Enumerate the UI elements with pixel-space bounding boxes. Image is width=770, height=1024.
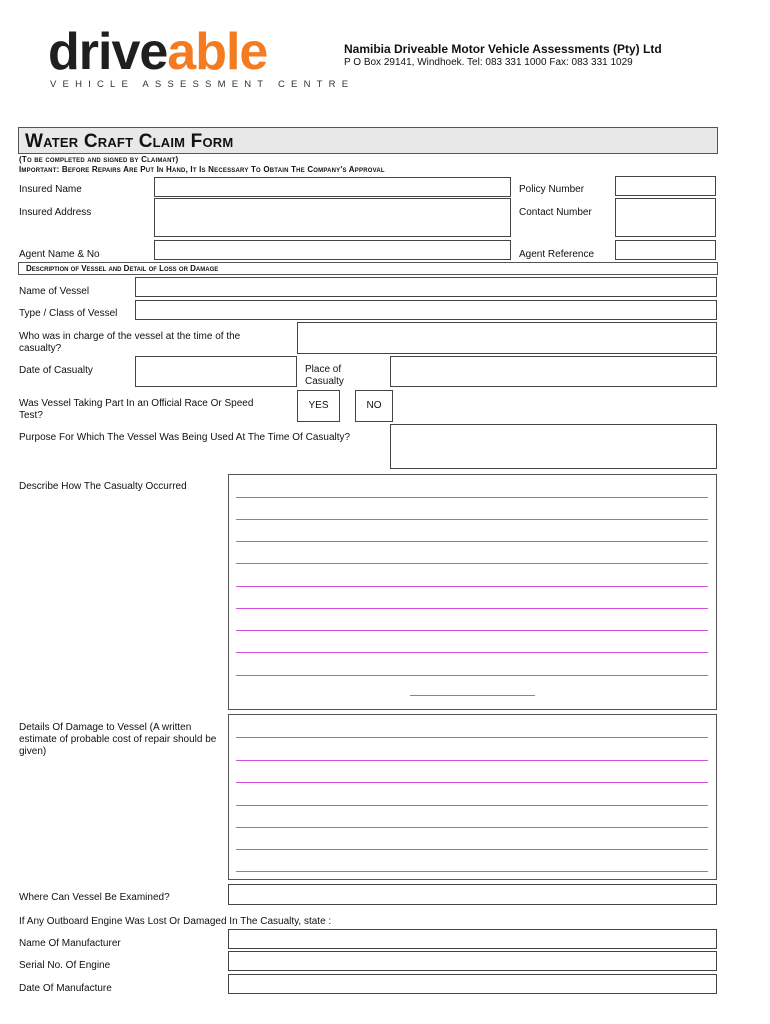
no-option[interactable]: NO [355, 390, 393, 422]
place-casualty-field[interactable] [390, 356, 717, 387]
where-examined-field[interactable] [228, 884, 717, 905]
outboard-intro-label: If Any Outboard Engine Was Lost Or Damaged In The Casualty, state : [19, 916, 332, 927]
completion-note: (To be completed and signed by Claimant) [19, 155, 179, 164]
where-examined-label: Where Can Vessel Be Examined? [19, 892, 170, 903]
writing-line [236, 782, 708, 783]
yes-option[interactable]: YES [297, 390, 340, 422]
who-in-charge-label: Who was in charge of the vessel at the time of the casualty? [19, 331, 241, 354]
manufacturer-field[interactable] [228, 929, 717, 949]
date-casualty-label: Date of Casualty [19, 365, 93, 376]
vessel-name-field[interactable] [135, 277, 717, 297]
writing-line [236, 519, 708, 520]
insured-name-field[interactable] [154, 177, 511, 197]
company-address: P O Box 29141, Windhoek. Tel: 083 331 1000 Fax: 083 331 1029 [344, 57, 633, 68]
writing-line [236, 760, 708, 761]
contact-number-label: Contact Number [519, 207, 592, 218]
manufacture-date-label: Date Of Manufacture [19, 983, 112, 994]
important-note: Important: Before Repairs Are Put In Hand, It Is Necessary To Obtain The Company's Approval [19, 165, 385, 174]
writing-line [236, 871, 708, 872]
writing-line [236, 827, 708, 828]
insured-address-label: Insured Address [19, 207, 92, 218]
company-logo [48, 24, 267, 80]
policy-number-field[interactable] [615, 176, 716, 196]
form-title: Water Craft Claim Form [25, 131, 234, 152]
writing-line-short [410, 695, 535, 696]
who-in-charge-field[interactable] [297, 322, 717, 354]
policy-number-label: Policy Number [519, 184, 585, 195]
logo-text-dark: drive [48, 23, 168, 81]
writing-line [236, 652, 708, 653]
vessel-type-label: Type / Class of Vessel [19, 308, 118, 319]
section-heading-bar [18, 262, 718, 275]
serial-label: Serial No. Of Engine [19, 960, 111, 971]
insured-name-label: Insured Name [19, 184, 82, 195]
logo-subtitle: VEHICLE ASSESSMENT CENTRE [50, 79, 355, 90]
describe-casualty-label: Describe How The Casualty Occurred [19, 481, 187, 492]
agent-name-field[interactable] [154, 240, 511, 260]
insured-address-field[interactable] [154, 198, 511, 237]
serial-field[interactable] [228, 951, 717, 971]
agent-reference-field[interactable] [615, 240, 716, 260]
section-heading: Description of Vessel and Detail of Loss or Damage [26, 264, 219, 273]
vessel-type-field[interactable] [135, 300, 717, 320]
writing-line [236, 805, 708, 806]
form-title-bar [18, 127, 718, 154]
writing-line [236, 608, 708, 609]
date-casualty-field[interactable] [135, 356, 297, 387]
writing-line [236, 737, 708, 738]
race-question-label: Was Vessel Taking Part In an Official Race Or Speed Test? [19, 398, 254, 421]
purpose-label: Purpose For Which The Vessel Was Being Used At The Time Of Casualty? [19, 432, 351, 443]
writing-line [236, 630, 708, 631]
agent-name-label: Agent Name & No [19, 249, 100, 260]
writing-line [236, 675, 708, 676]
damage-details-label: Details Of Damage to Vessel (A written estimate of probable cost of repair should be given) [19, 722, 217, 757]
company-name: Namibia Driveable Motor Vehicle Assessments (Pty) Ltd [344, 42, 662, 56]
writing-line [236, 563, 708, 564]
place-casualty-label: Place of Casualty [305, 364, 344, 387]
writing-line [236, 497, 708, 498]
writing-line [236, 586, 708, 587]
writing-line [236, 849, 708, 850]
damage-details-field[interactable] [228, 714, 717, 880]
vessel-name-label: Name of Vessel [19, 286, 90, 297]
manufacture-date-field[interactable] [228, 974, 717, 994]
agent-reference-label: Agent Reference [519, 249, 595, 260]
contact-number-field[interactable] [615, 198, 716, 237]
logo-text-orange: able [167, 23, 268, 81]
manufacturer-label: Name Of Manufacturer [19, 938, 121, 949]
writing-line [236, 541, 708, 542]
purpose-field[interactable] [390, 424, 717, 469]
